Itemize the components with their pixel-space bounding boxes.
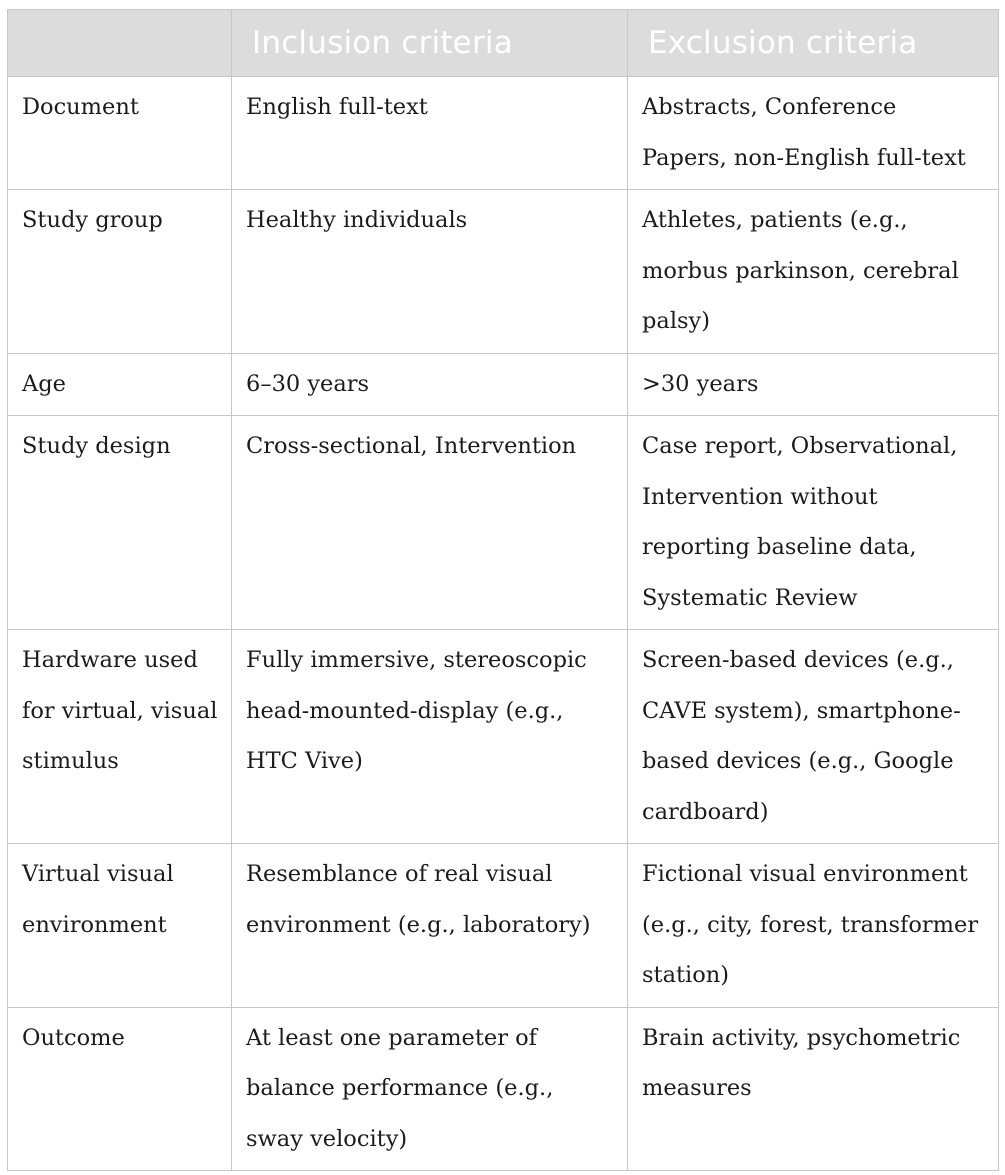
inclusion-cell: Resemblance of real visual environment (e.g., laboratory) xyxy=(232,844,628,1008)
exclusion-cell: >30 years xyxy=(628,353,999,416)
table-row xyxy=(8,353,999,416)
header-exclusion: Exclusion criteria xyxy=(628,10,999,77)
table-row xyxy=(8,190,999,354)
inclusion-cell: Healthy individuals xyxy=(232,190,628,354)
category-cell: Age xyxy=(8,353,232,416)
category-cell: Document xyxy=(8,77,232,190)
exclusion-cell: Athletes, patients (e.g., morbus parkinson, cerebral palsy) xyxy=(628,190,999,354)
category-cell: Study group xyxy=(8,190,232,354)
table-row xyxy=(8,77,999,190)
category-cell: Virtual visual environment xyxy=(8,844,232,1008)
inclusion-cell: English full-text xyxy=(232,77,628,190)
criteria-table xyxy=(7,9,999,1171)
exclusion-cell: Fictional visual environment (e.g., city, forest, transformer station) xyxy=(628,844,999,1008)
category-cell: Hardware used for virtual, visual stimulus xyxy=(8,630,232,844)
inclusion-cell: 6–30 years xyxy=(232,353,628,416)
header-category xyxy=(8,10,232,77)
inclusion-cell: At least one parameter of balance performance (e.g., sway velocity) xyxy=(232,1007,628,1171)
exclusion-cell: Case report, Observational, Intervention without reporting baseline data, Systematic Review xyxy=(628,416,999,630)
table-row xyxy=(8,844,999,1008)
category-cell: Study design xyxy=(8,416,232,630)
exclusion-cell: Screen-based devices (e.g., CAVE system), smartphone-based devices (e.g., Google cardboard) xyxy=(628,630,999,844)
category-cell: Outcome xyxy=(8,1007,232,1171)
table-row xyxy=(8,1007,999,1171)
exclusion-cell: Abstracts, Conference Papers, non-English full-text xyxy=(628,77,999,190)
table-row xyxy=(8,416,999,630)
header-inclusion: Inclusion criteria xyxy=(232,10,628,77)
exclusion-cell: Brain activity, psychometric measures xyxy=(628,1007,999,1171)
inclusion-cell: Cross-sectional, Intervention xyxy=(232,416,628,630)
header-row xyxy=(8,10,999,77)
inclusion-cell: Fully immersive, stereoscopic head-mounted-display (e.g., HTC Vive) xyxy=(232,630,628,844)
table-row xyxy=(8,630,999,844)
